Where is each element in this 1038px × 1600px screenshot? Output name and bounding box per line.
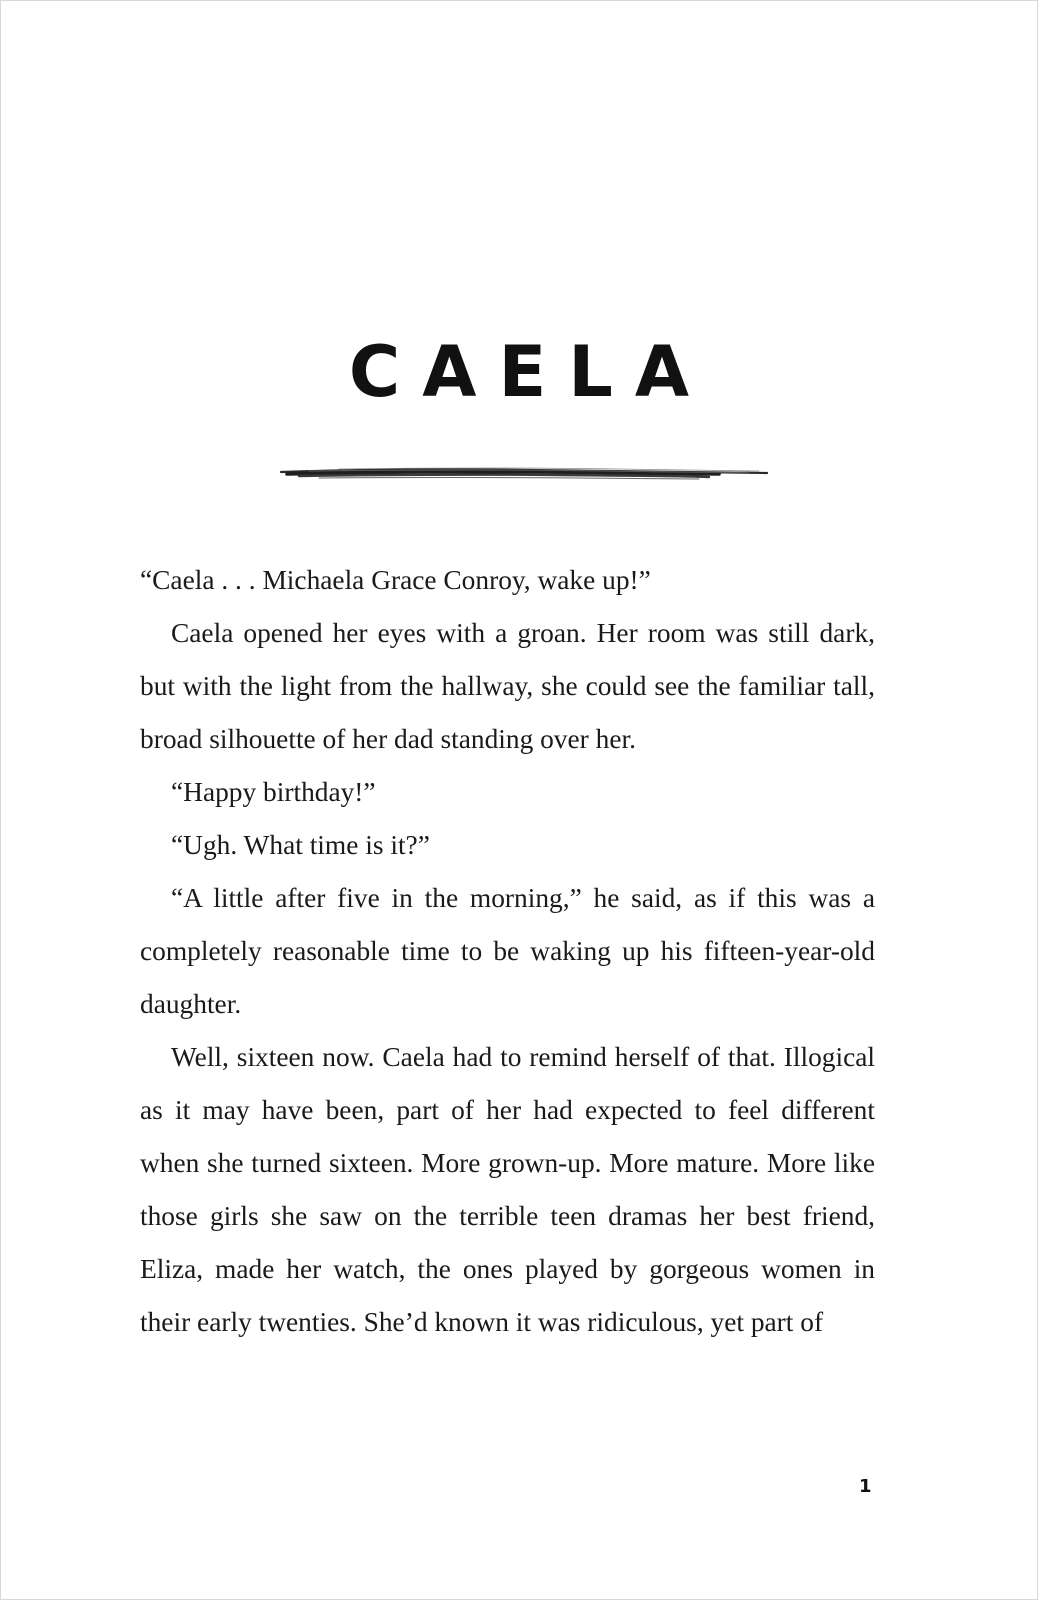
chapter-title: CAELA (348, 331, 712, 413)
chapter-body-text (140, 554, 875, 1349)
paragraph: “Happy birthday!” (171, 777, 376, 807)
page-number: 1 (859, 1476, 872, 1497)
brush-stroke-divider (279, 459, 769, 489)
paragraph: Caela opened her eyes with a groan. Her room was still dark, but with the light from the hallway, she could see the familiar tall, broad silhouette of her dad standing over her. (140, 618, 875, 754)
paragraph: Well, sixteen now. Caela had to remind herself of that. Illogical as it may have been, part of her had expected to feel different when she turned sixteen. More grown-up. More mature. More like those girls she saw on the terrible teen dramas her best friend, Eliza, made her watch, the ones played by gorgeous women in their early twenties. She’d known it was ridiculous, yet part of (140, 1042, 875, 1337)
paragraph: “Caela . . . Michaela Grace Conroy, wake up!” (140, 565, 651, 595)
paragraph: “Ugh. What time is it?” (171, 830, 430, 860)
paragraph: “A little after five in the morning,” he said, as if this was a completely reasonable time to be waking up his fifteen-year-old daughter. (140, 883, 875, 1019)
